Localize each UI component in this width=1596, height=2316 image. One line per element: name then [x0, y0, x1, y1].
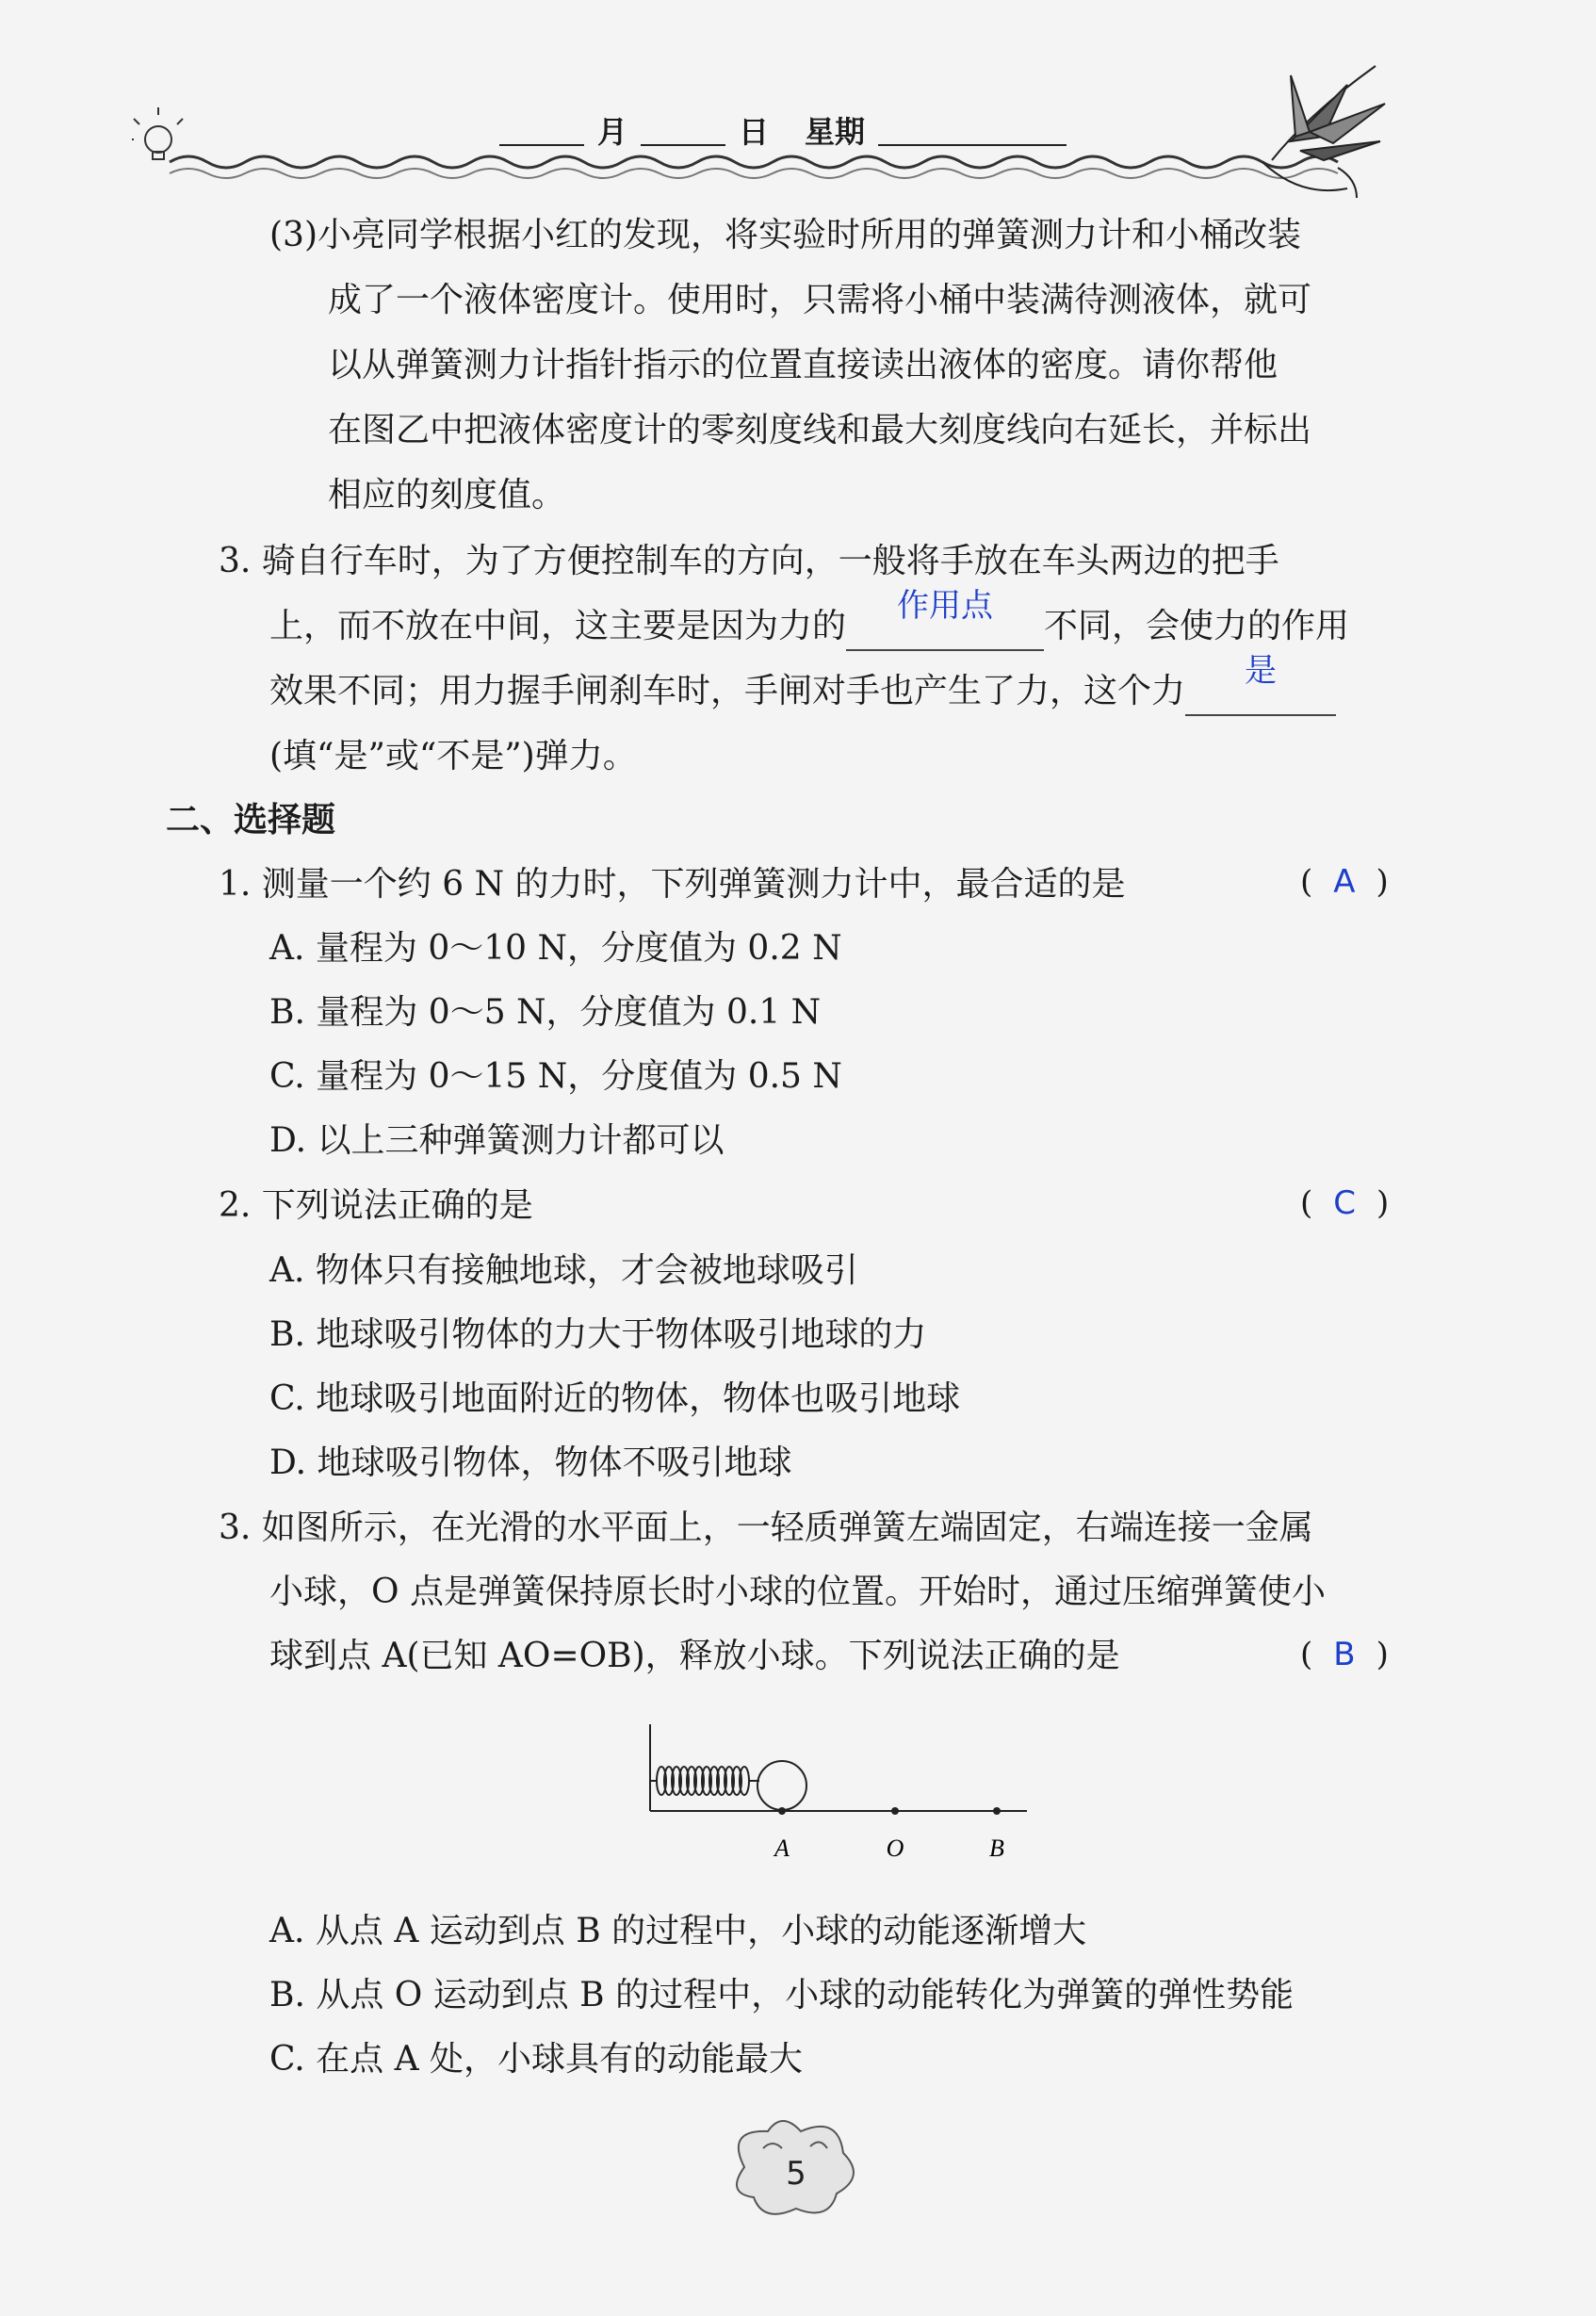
choice-q3-answer-bracket[interactable] — [1300, 1636, 1389, 1673]
month-label: 月 — [597, 114, 628, 150]
choice-q3-answer: B — [1333, 1636, 1356, 1673]
subq3-line4: 在图乙中把液体密度计的零刻度线和最大刻度线向右延长，并标出 — [328, 411, 1312, 449]
fillq3-line3 — [269, 652, 1336, 716]
choice-q1-answer: A — [1333, 863, 1356, 901]
subq3-line5: 相应的刻度值。 — [328, 476, 566, 514]
paren-close: ) — [1376, 1184, 1390, 1222]
weekday-label: 星期 — [805, 114, 866, 150]
label-o: O — [886, 1835, 904, 1862]
answer-2: 是 — [1245, 652, 1278, 690]
choice-q2-answer-bracket[interactable] — [1300, 1184, 1389, 1222]
paren-close: ) — [1376, 863, 1389, 901]
answer-1: 作用点 — [897, 587, 994, 625]
choice-q3-option-a: A. 从点 A 运动到点 B 的过程中，小球的动能逐渐增大 — [269, 1912, 1087, 1950]
choice-q3-stem-line1: 3. 如图所示，在光滑的水平面上，一轻质弹簧左端固定，右端连接一金属 — [219, 1509, 1313, 1547]
day-blank[interactable] — [641, 116, 725, 146]
fillq3-line2 — [269, 587, 1350, 651]
lightbulb-icon — [132, 107, 183, 159]
choice-q1-answer-bracket[interactable] — [1300, 863, 1389, 901]
choice-q3-stem-line3: 球到点 A(已知 AO=OB)，释放小球。下列说法正确的是 — [269, 1637, 1120, 1675]
choice-q1-option-d: D. 以上三种弹簧测力计都可以 — [269, 1121, 725, 1160]
choice-q2-answer: C — [1333, 1184, 1357, 1222]
paren-close: ) — [1376, 1636, 1389, 1673]
point-o-dot — [891, 1807, 899, 1815]
point-a-dot — [778, 1807, 786, 1815]
fillq3-line1: 3. 骑自行车时，为了方便控制车的方向，一般将手放在车头两边的把手 — [219, 542, 1279, 580]
spring-ball-diagram — [641, 1705, 1055, 1884]
answer-blank-1[interactable] — [846, 587, 1044, 651]
choice-q1-stem: 1. 测量一个约 6 N 的力时，下列弹簧测力计中，最合适的是 — [219, 865, 1126, 904]
subq3-line3: 以从弹簧测力计指针指示的位置直接读出液体的密度。请你帮他 — [328, 346, 1278, 384]
day-label: 日 — [739, 114, 770, 150]
paren-open: ( — [1300, 863, 1313, 901]
point-b-dot — [993, 1807, 1001, 1815]
month-blank[interactable] — [499, 116, 584, 146]
metal-ball — [757, 1761, 806, 1810]
choice-q2-option-c: C. 地球吸引地面附近的物体，物体也吸引地球 — [269, 1379, 961, 1418]
choice-q3-option-c: C. 在点 A 处，小球具有的动能最大 — [269, 2040, 804, 2079]
fillq3-line2-text-a: 上，而不放在中间，这主要是因为力的 — [269, 607, 847, 645]
choice-q1-option-b: B. 量程为 0～5 N，分度值为 0.1 N — [269, 993, 822, 1032]
choice-q3-stem-line2: 小球，O 点是弹簧保持原长时小球的位置。开始时，通过压缩弹簧使小 — [269, 1573, 1326, 1611]
spring — [650, 1767, 759, 1795]
fillq3-line4: (填“是”或“不是”)弹力。 — [269, 737, 637, 775]
choice-q2-option-d: D. 地球吸引物体，物体不吸引地球 — [269, 1443, 792, 1482]
date-line — [499, 108, 1253, 152]
label-b: B — [989, 1835, 1004, 1862]
page-header — [132, 57, 1413, 198]
choice-q1-option-a: A. 量程为 0～10 N，分度值为 0.2 N — [269, 929, 842, 968]
choice-q3-option-b: B. 从点 O 运动到点 B 的过程中，小球的动能转化为弹簧的弹性势能 — [269, 1976, 1295, 2014]
page-number: 5 — [786, 2155, 806, 2193]
weekday-blank[interactable] — [878, 116, 1067, 146]
page-number-badge — [725, 2111, 867, 2224]
label-a: A — [774, 1835, 790, 1862]
subq3-line2: 成了一个液体密度计。使用时，只需将小桶中装满待测液体，就可 — [328, 281, 1312, 319]
fillq3-line2-text-b: 不同，会使力的作用 — [1044, 607, 1350, 645]
choice-q2-option-a: A. 物体只有接触地球，才会被地球吸引 — [269, 1251, 858, 1290]
paren-open: ( — [1300, 1636, 1313, 1673]
choice-q2-stem: 2. 下列说法正确的是 — [219, 1186, 533, 1225]
fillq3-line3-text: 效果不同；用力握手闸刹车时，手闸对手也产生了力，这个力 — [269, 672, 1186, 710]
subq3-line1: (3)小亮同学根据小红的发现，将实验时所用的弹簧测力计和小桶改装 — [269, 216, 1301, 254]
choice-q1-option-c: C. 量程为 0～15 N，分度值为 0.5 N — [269, 1057, 842, 1096]
paren-open: ( — [1300, 1184, 1313, 1222]
choice-q2-option-b: B. 地球吸引物体的力大于物体吸引地球的力 — [269, 1315, 927, 1354]
answer-blank-2[interactable] — [1185, 652, 1336, 716]
section-title: 二、选择题 — [166, 801, 336, 840]
